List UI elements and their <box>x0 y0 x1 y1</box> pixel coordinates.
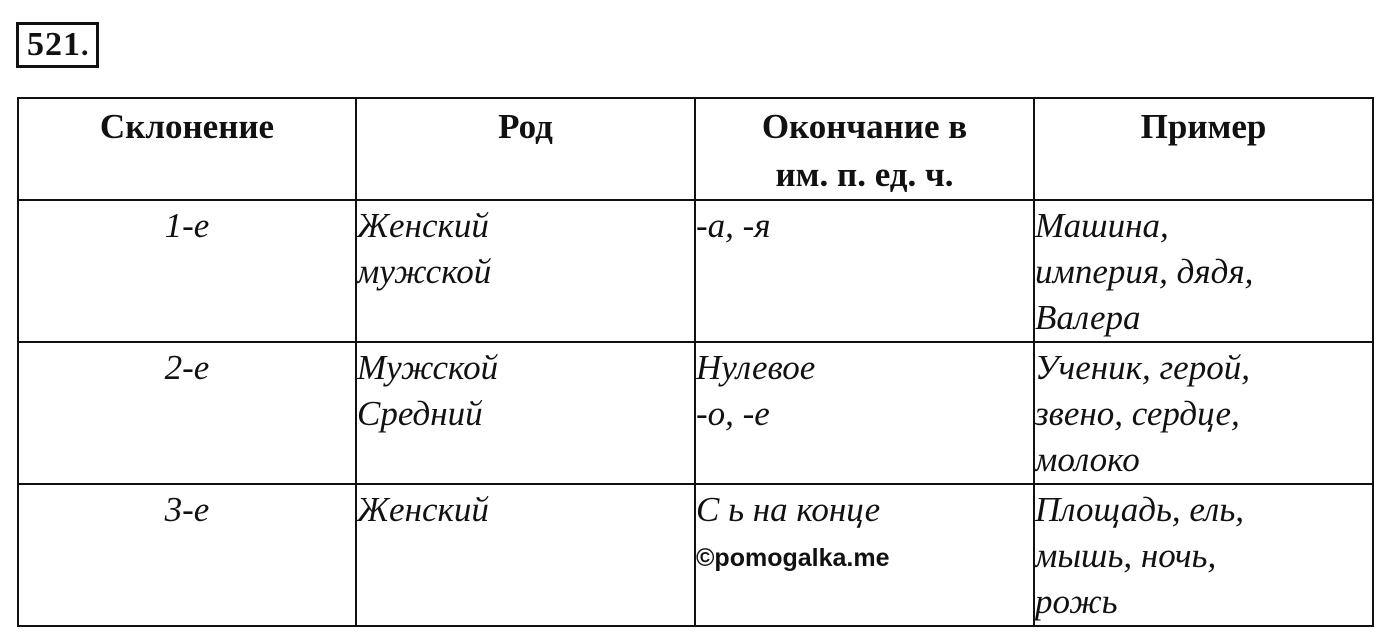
cell-ending <box>695 200 1034 342</box>
cell-example <box>1034 342 1373 484</box>
gender-line: Женский <box>357 490 489 529</box>
gender-line: Женский <box>357 206 489 245</box>
header-ending-line-2: им. п. ед. ч. <box>775 155 954 194</box>
example-line: Площадь, ель, <box>1035 490 1244 529</box>
task-number-suffix: . <box>81 29 90 62</box>
example-line: Машина, <box>1035 206 1169 245</box>
example-line: звено, сердце, <box>1035 394 1240 433</box>
example-line: молоко <box>1035 440 1140 479</box>
task-number-value: 521 <box>27 26 81 63</box>
cell-declension: 3-е <box>18 484 356 626</box>
cell-declension: 2-е <box>18 342 356 484</box>
example-line: рожь <box>1035 582 1118 621</box>
table-row <box>18 200 1373 342</box>
example-line: Валера <box>1035 298 1141 337</box>
example-line: Ученик, герой, <box>1035 348 1250 387</box>
cell-declension: 1-е <box>18 200 356 342</box>
header-example: Пример <box>1034 98 1373 200</box>
watermark: ©pomogalka.me <box>696 544 890 572</box>
example-line: империя, дядя, <box>1035 252 1254 291</box>
header-ending <box>695 98 1034 200</box>
cell-ending <box>695 342 1034 484</box>
ending-line: -о, -е <box>696 394 770 433</box>
declension-table <box>17 97 1374 627</box>
cell-gender <box>356 484 695 626</box>
ending-line: Нулевое <box>696 348 816 387</box>
header-ending-line-1: Окончание в <box>761 107 968 146</box>
gender-line: Мужской <box>357 348 499 387</box>
gender-line: Средний <box>357 394 483 433</box>
cell-example <box>1034 484 1373 626</box>
task-number <box>16 22 99 68</box>
gender-line: мужской <box>357 252 492 291</box>
table-row <box>18 484 1373 626</box>
cell-ending <box>695 484 1034 626</box>
cell-example <box>1034 200 1373 342</box>
table-row <box>18 342 1373 484</box>
header-declension: Склонение <box>18 98 356 200</box>
cell-gender <box>356 342 695 484</box>
example-line: мышь, ночь, <box>1035 536 1217 575</box>
header-row <box>18 98 1373 200</box>
header-gender: Род <box>356 98 695 200</box>
ending-line: С ь на конце <box>696 490 881 529</box>
ending-line: -а, -я <box>696 206 771 245</box>
cell-gender <box>356 200 695 342</box>
